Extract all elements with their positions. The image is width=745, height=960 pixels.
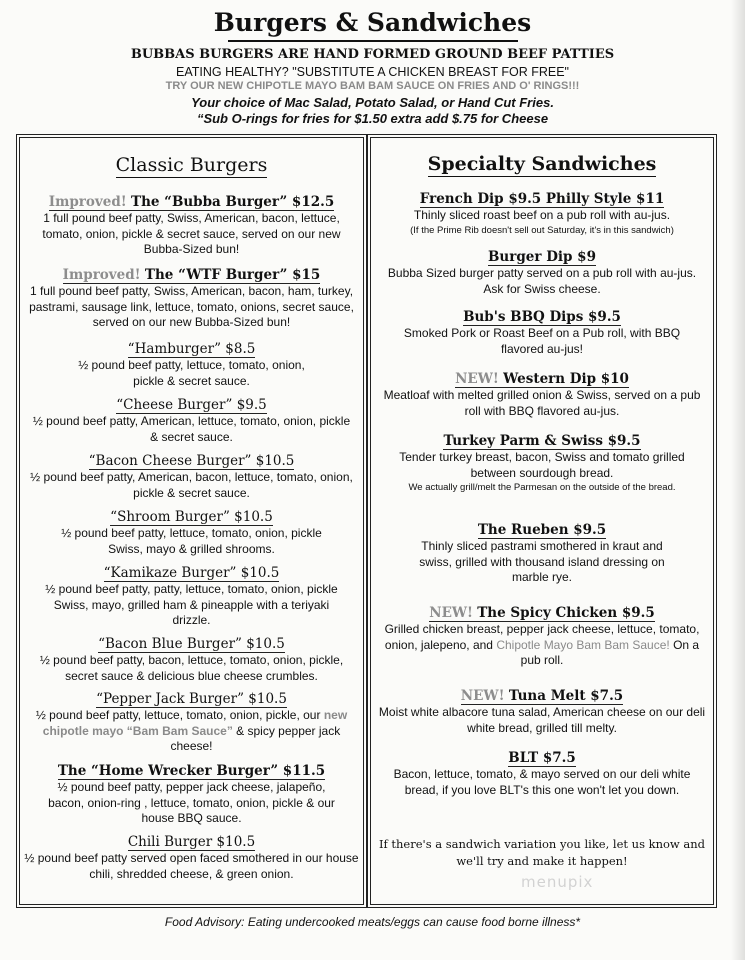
menu-item	[24, 636, 359, 684]
item-description: ½ pound beef patty, pepper jack cheese, jalapeño, bacon, onion-ring , lettuce, tomato, onion, pickle & our house BBQ sauce.	[48, 780, 335, 825]
item-name: Improved! The “Bubba Burger” $12.5	[48, 194, 335, 210]
item-name: NEW! The Spicy Chicken $9.5	[429, 605, 655, 621]
item-description: Tender turkey breast, bacon, Swiss and tomato grilled between sourdough bread.	[399, 450, 685, 480]
item-description: ½ pound beef patty, American, bacon, lettuce, tomato, onion, pickle & secret sauce.	[30, 470, 353, 500]
item-description: ½ pound beef patty, bacon, lettuce, tomato, onion, pickle, secret sauce & delicious blue cheese crumbles.	[39, 653, 344, 683]
menu-item	[375, 750, 709, 798]
item-name: Bub's BBQ Dips $9.5	[463, 309, 621, 325]
item-description: ½ pound beef patty, lettuce, tomato, onion, pickle Swiss, mayo & grilled shrooms.	[61, 526, 322, 556]
intro-orings: “Sub O-rings for fries for $1.50 extra add $.75 for Cheese	[196, 111, 549, 126]
page-edge-shadow	[731, 0, 745, 960]
intro-healthy: EATING HEALTHY? "SUBSTITUTE A CHICKEN BREAST FOR FREE"	[176, 65, 569, 79]
menu-item	[375, 433, 709, 494]
item-name: Improved! The “WTF Burger” $15	[62, 267, 321, 283]
menu-item	[24, 834, 359, 882]
menu-item	[24, 397, 359, 445]
item-note: (If the Prime Rib doesn't sell out Saturday, it's in this sandwich)	[410, 224, 674, 236]
menu-item	[24, 509, 359, 557]
item-description: ½ pound beef patty, lettuce, tomato, onion, pickle & secret sauce.	[78, 358, 305, 388]
item-note: We actually grill/melt the Parmesan on the outside of the bread.	[408, 482, 676, 493]
menu-item	[375, 371, 709, 419]
item-description: Bacon, lettuce, tomato, & mayo served on our deli white bread, if you love BLT's this one won't let you down.	[393, 767, 691, 797]
classic-burgers-heading: Classic Burgers	[115, 154, 268, 176]
item-name: NEW! Western Dip $10	[455, 371, 629, 387]
specialty-sandwiches-panel	[370, 137, 714, 905]
item-name: “Hamburger” $8.5	[127, 341, 256, 357]
item-description: Grilled chicken breast, pepper jack cheese, lettuce, tomato, onion, jalepeno, and Chipotle Mayo Bam Bam Sauce! On a pub roll.	[384, 622, 700, 667]
item-name: BLT $7.5	[508, 750, 576, 766]
menu-item	[24, 691, 359, 755]
item-description: ½ pound beef patty, patty, lettuce, tomato, onion, pickle Swiss, mayo, grilled ham & pineapple with a teriyaki drizzle.	[45, 582, 338, 627]
menu-item	[375, 605, 709, 669]
item-name: Burger Dip $9	[488, 249, 596, 265]
item-description: Smoked Pork or Roast Beef on a Pub roll, with BBQ flavored au-jus!	[403, 326, 681, 356]
menu-item	[24, 341, 359, 389]
item-name: NEW! Tuna Melt $7.5	[460, 688, 624, 704]
item-description: ½ pound beef patty served open faced smothered in our house chili, shredded cheese, & green onion.	[24, 851, 359, 881]
item-description: ½ pound beef patty, American, lettuce, tomato, onion, pickle & secret sauce.	[32, 414, 351, 444]
menu-item	[375, 688, 709, 736]
item-name: “Cheese Burger” $9.5	[116, 397, 267, 413]
item-name: The “Home Wrecker Burger” $11.5	[57, 763, 326, 779]
item-description: ½ pound beef patty, lettuce, tomato, onion, pickle, our new chipotle mayo “Bam Bam Sauce” & spicy pepper jack cheese!	[35, 708, 348, 753]
item-name: French Dip $9.5 Philly Style $11	[419, 191, 665, 207]
item-description: 1 full pound beef patty, Swiss, American, bacon, lettuce, tomato, onion, pickle & secret sauce, served on our new Bubba-Sized bun!	[42, 211, 341, 256]
item-description: Moist white albacore tuna salad, American cheese on our deli white bread, grilled till melty.	[378, 705, 706, 735]
food-advisory: Food Advisory: Eating undercooked meats/eggs can cause food borne illness*	[164, 915, 581, 929]
menu-item	[375, 309, 709, 357]
item-description: Meatloaf with melted grilled onion & Swiss, served on a pub roll with BBQ flavored au-jus.	[383, 388, 701, 418]
menu-item	[24, 763, 359, 827]
menu-item	[375, 522, 709, 586]
menu-item	[24, 267, 359, 331]
title-underline	[228, 40, 518, 42]
menu-item	[24, 453, 359, 501]
intro-sides: Your choice of Mac Salad, Potato Salad, or Hand Cut Fries.	[191, 95, 554, 110]
watermark: menupix	[521, 873, 594, 891]
menu-item	[375, 249, 709, 297]
menu-item	[24, 194, 359, 258]
item-name: The Rueben $9.5	[477, 522, 607, 538]
item-name: “Bacon Blue Burger” $10.5	[98, 636, 285, 652]
item-name: “Bacon Cheese Burger” $10.5	[88, 453, 295, 469]
item-name: Turkey Parm & Swiss $9.5	[443, 433, 641, 449]
menu-item	[24, 565, 359, 629]
menu-item	[375, 191, 709, 237]
item-name: Chili Burger $10.5	[127, 834, 256, 850]
item-description: Thinly sliced pastrami smothered in kraut and swiss, grilled with thousand island dressing on marble rye.	[419, 539, 665, 584]
classic-burgers-panel	[19, 137, 364, 905]
item-description: 1 full pound beef patty, Swiss, American, bacon, ham, turkey, pastrami, sausage link, lettuce, tomato, onions, secret sauce, served on our new Bubba-Sized bun!	[29, 284, 354, 329]
specialty-sandwiches-heading: Specialty Sandwiches	[427, 153, 657, 175]
intro-chipotle: TRY OUR NEW CHIPOTLE MAYO BAM BAM SAUCE ON FRIES AND O' RINGS!!!	[165, 80, 580, 92]
closing-note: If there's a sandwich variation you like, let us know and we'll try and make it happen!	[378, 837, 706, 868]
item-name: “Kamikaze Burger” $10.5	[103, 565, 280, 581]
intro-patties: BUBBAS BURGERS ARE HAND FORMED GROUND BEEF PATTIES	[130, 47, 615, 62]
item-description: Bubba Sized burger patty served on a pub roll with au-jus. Ask for Swiss cheese.	[387, 266, 697, 296]
item-name: “Shroom Burger” $10.5	[110, 509, 273, 525]
item-description: Thinly sliced roast beef on a pub roll with au-jus.	[413, 208, 671, 222]
item-name: “Pepper Jack Burger” $10.5	[96, 691, 287, 707]
page-title: Burgers & Sandwiches	[213, 8, 532, 37]
